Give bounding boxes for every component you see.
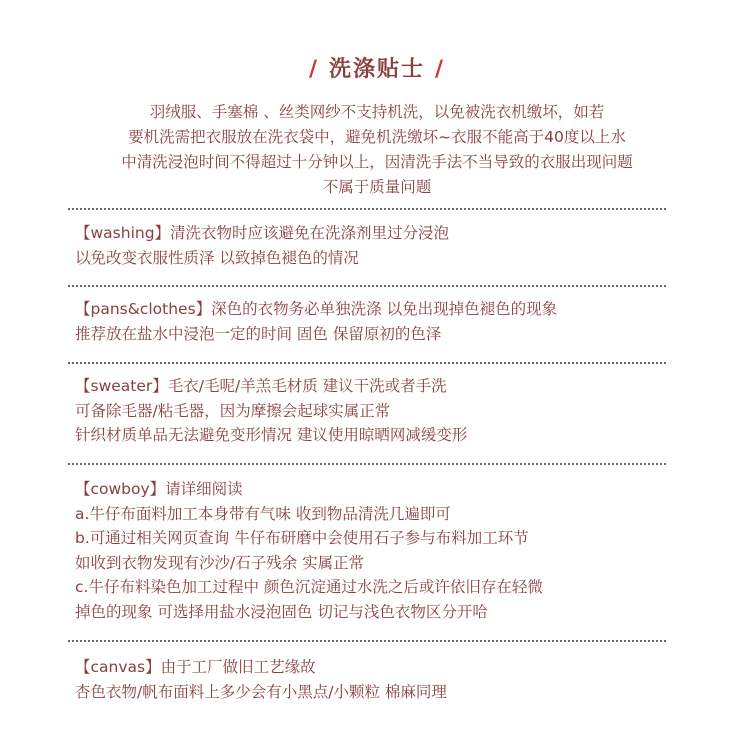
section-heading-line: 【pans&clothes】深色的衣物务必单独洗涤 以免出现掉色褪色的现象: [75, 300, 558, 318]
section-line: 掉色的现象 可选择用盐水浸泡固色 切记与浅色衣物区分开哈: [75, 602, 488, 621]
section-washing: [75, 221, 685, 270]
section-line: 以免改变衣服性质泽 以致掉色褪色的情况: [75, 248, 359, 267]
section-canvas: [75, 655, 685, 704]
section-line: 针织材质单品无法避免变形情况 建议使用晾晒网减缓变形: [75, 426, 468, 444]
section-cowboy: [75, 477, 685, 624]
divider-3: [68, 362, 666, 364]
intro-line: 不属于质量问题: [322, 178, 432, 196]
intro-line: 要机洗需把衣服放在洗衣袋中，避免机洗缴坏~衣服不能高于40度以上水: [128, 128, 626, 146]
section-line: 可备除毛器/粘毛器，因为摩擦会起球实属正常: [75, 401, 391, 420]
divider-5: [68, 640, 666, 642]
section-heading-line: 【washing】清洗衣物时应该避免在洗涤剂里过分浸泡: [75, 224, 450, 242]
divider-4: [68, 463, 666, 465]
intro-line: 羽绒服、手塞棉 、丝类网纱不支持机洗，以免被洗衣机缴坏，如若: [149, 103, 605, 121]
title-text: 洗涤贴士: [328, 57, 425, 82]
divider-2: [68, 285, 666, 287]
intro-line: 中清洗浸泡时间不得超过十分钟以上，因清洗手法不当导致的衣服出现问题: [121, 153, 633, 171]
section-line: b.可通过相关网页查询 牛仔布研磨中会使用石子参与布料加工环节: [75, 529, 529, 547]
section-line: c.牛仔布料染色加工过程中 颜色沉淀通过水洗之后或许依旧存在轻微: [75, 578, 543, 596]
section-line: 如收到衣物发现有沙沙/石子残余 实属正常: [75, 553, 365, 572]
section-line: 推荐放在盐水中浸泡一定的时间 固色 保留原初的色泽: [75, 324, 442, 343]
page-title: [0, 52, 754, 83]
title-slash-left: /: [308, 57, 319, 82]
section-pans-clothes: [75, 297, 685, 346]
section-heading-line: 【sweater】毛衣/毛呢/羊羔毛材质 建议干洗或者手洗: [75, 377, 447, 395]
section-heading-line: 【canvas】由于工厂做旧工艺缘故: [75, 658, 316, 676]
intro-paragraph: [60, 100, 694, 200]
section-line: a.牛仔布面料加工本身带有气味 收到物品清洗几遍即可: [75, 504, 451, 523]
section-heading-line: 【cowboy】请详细阅读: [75, 480, 243, 498]
title-slash-right: /: [435, 57, 446, 82]
section-sweater: [75, 374, 685, 448]
section-line: 杏色衣物/帆布面料上多少会有小黑点/小颗粒 棉麻同理: [75, 682, 447, 701]
divider-1: [68, 208, 666, 210]
